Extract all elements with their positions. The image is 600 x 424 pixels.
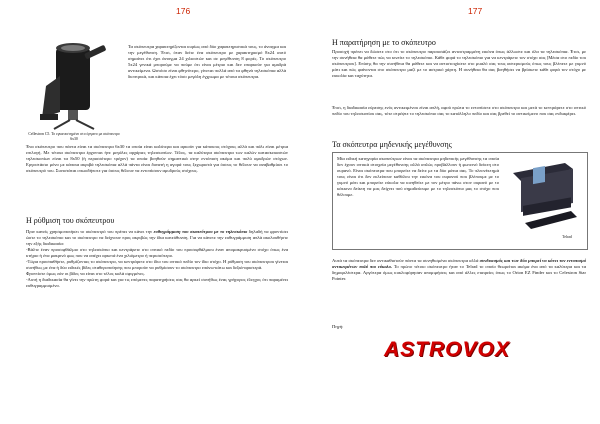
section-intro-rest: δηλαδή να φροντίσει ώστε το τηλεσκόπιο και το σκόπευτρο να δείχνουν προς ακριβώς την ίδια κατεύθυνση. Για να κάνετε την ευθυγράμμιση απλά ακολουθήστε την εξής διαδικασία: — [26, 229, 288, 247]
step-4: -Αυτή η διαδικασία θα γίνει την πρώτη φορά και για τις επόμενες παρατηρήσεις σας θα αρκεί συνήθως ένας γρήγορος έλεγχος ότι παραμένει ευθυγραμμισμένο. — [26, 277, 288, 289]
zero-magnification-heading: Τα σκόπευτρα μηδενικής μεγέθυνσης — [332, 140, 452, 149]
astrovox-logo: ASTROVOX — [384, 338, 510, 361]
page-number-left: 176 — [176, 6, 191, 16]
observation-paragraph: Προσοχή πρέπει να δώσετε στο ότι το σκόπευτρο παρουσιάζει αντεστραμμένη εικόνα όπως άλλωστε και όλα τα τηλεσκόπια. Έτσι, με την συνήθεια θα μάθετε πώς να κινείτε το τηλεσκόπιο. Κάθε φορά το τηλεσκόπιο για να κεντράρετε τον στόχο σας [Μέσα στο πεδίο του σκόπευτρου]. Επίσης θα την συνήθεια θα μάθετε και να αντιστοιχίσετε στο μυαλό σας τους αστερισμούς όπως τους βλέπετε με γυμνό μάτι και πώς φαίνονται στο σκόπευτρο μαζί με το αστρικό χάρτη. Η συνήθεια θα σας βοηθήσει να βρίσκετε κάθε φορά τον στόχο με ευκολία και ταχύτητα. — [332, 49, 586, 79]
procedure-paragraph: Έτσι, η διαδικασία εύρεσης ενός αντικειμένου είναι απλή, αφού πρώτα το εντοπίσετε στο σκόπευτρο και μετά το κεντράρετε στο οπτικό πεδίο του τηλεσκοπίου σας, τότε στρέψτε το τηλεσκόπιο σας το κατάλληλο πεδίο και σας βρεθεί το αντικείμενο που σας ενδιαφέρει. — [332, 105, 586, 117]
right-page — [300, 0, 600, 424]
intro-paragraph: Τα σκόπευτρα χαρακτηρίζονται κυρίως από δύο χαρακτηριστικά τους, το άνοιγμα και την μεγέθυνση. Έτσι, όταν δείτε ένα σκόπευτρο με χαρακτηρισμό 8x24 αυτό σημαίνει ότι έχει άνοιγμα 24 χιλιοστών και σε μεγέθυνση 8 φορές. Το σκόπευτρο 5x24 γενικά μπορούμε να πούμε ότι είναι μέτριο και δεν επαρκούν για αμυδρά αντικείμενα. Ωστόσο είναι φθηνότερο, γίνεται πολλά από τα φθηνά τηλεσκόπια αλλά διοπτρικά, και κάποια έχει τόσο μεγάλη έγχρωμα με τέτοια σκόπευτρα. — [128, 44, 286, 80]
combination-bold: συνδυασμός και των δύο μπορεί να κάνει τον εντοπισμό αντικειμένων πολύ πιο εύκολο. — [332, 258, 586, 270]
body-paragraph: Ένα σκόπευτρο που πάντα είναι τα σκόπευτρα 6x30 τα οποία είναι καλύτερα και αρκούν για κάποιους στόχους αλλά και πάλι είναι μέτρια επιλογή. Με τέτοια σκόπευτρα έρχονται ήνε μεγάλες αρχάριες τηλεσκοπίων. Τέλος, τα καλύτερα σκόπευτρα των καλών κατασκευαστών τηλεσκοπίων είναι τα 8x50 (ή περισσότερο τρέχον) τα οποία βοηθούν σημαντικά στην εντόπιση ακόμα και πολύ αμυδρών στόχων. Εργοστάσιο μόνο με κάποια ακριβά τηλεσκόπια αλλά πάντα είναι δυνατή η αγορά τους ξεχωριστά για όσους το θέλουν να αναβαθμίσει το σκόπευτρό του. Συνιστάται οπωσδήποτε για όσους θέλουν να εντοπίσουν αμυδρούς στόχους. — [26, 144, 288, 174]
combination-end: Το πρώτο τέτοιο σκόπευτρο ήταν το Telrad το οποίο θεωρείται ακόμα ένα από τα καλύτερα και τα δημοφιλέστερα. Αργότερα όμως κυκλοφόρησαν απομιμήσεις και από άλλες εταιρείες όπως το Orion EZ Finder και το Celestron Star Pointer. — [332, 264, 586, 282]
finder-box-text: Μία ειδική κατηγορία σκοπεύτρων είναι τα σκόπευτρα μηδενικής μεγέθυνσης τα οποία δεν έχουν οπτικά στοιχεία μεγέθυνσης αλλά απλώς προβάλλουν ή φωτεινό δείκτη στο ουρανό. Είναι σκόπευτρα που μπορείτε να δείτε με τα δύο μάτια σας. Το πλεονέκτημά τους είναι ότι δεν εκλείπουν καθόλου την εικόνα του ουρανού που βλέπουμε με το γυμνό μάτι και μπορείτε εύκολα να κινηθείτε με τον μέτρο πάνω στον ουρανό με το κόκκινο δείκτη να μας δείχνει πού σημαδεύουμε με το τηλεσκόπιο μας το στόχο που θέλουμε. — [337, 156, 499, 198]
page-number-right: 177 — [468, 6, 483, 16]
observation-heading: Η παρατήρηση με το σκόπευτρο — [332, 38, 436, 47]
image-caption: Cellestron C5. Το εγκατεστημένο στο όργανο με σκόπευτρο 6x30 — [28, 132, 120, 141]
section-text — [26, 229, 288, 289]
combination-paragraph — [332, 258, 586, 282]
section-intro-bold: ευθυγράμμιση του σκοπεύτρου με το τηλεσκόπιο — [153, 229, 248, 234]
combination-text — [332, 258, 586, 282]
section-intro — [26, 229, 288, 247]
finder-box — [332, 152, 588, 250]
telescope-image — [30, 38, 116, 130]
step-3: Φροντίστε όμως εάν οι βίδες να είναι στο τέλος καλά σφιγμένες. — [26, 271, 146, 277]
telrad-image — [505, 159, 581, 233]
step-2: -Τώρα προσπαθήστε, ρυθμίζοντας το σκόπευτρο, να κεντράρετε στο ίδιο του οπτικό πεδίο τον ίδιο στόχο. Η ρύθμιση του σκόπευτρου γίνεται συνήθως με ένα ή δύο ειδικές βίδες σταθεροποίησης που μπορούν να ρυθμίσουν το σκόπευτρο επάνω-κάτω και δεξιά-αριστερά. — [26, 259, 288, 271]
telrad-label: Telrad — [562, 235, 572, 239]
source-label: Πηγή: — [332, 324, 344, 329]
step-1: -Βάλτε έναν προσοφθάλμιο στο τηλεσκόπιο και κεντράρετε στο οπτικό πεδίο του προσοφθάλμιου έναν απομακρυσμένο στόχο όπως ένα κτήριο ή ένα μακρινό φως που να απέχει αρκετά ένα χιλιόμετρο ή περισσότερο. — [26, 247, 288, 259]
section-intro-start: Πριν κανείς χρησιμοποιήσει το σκόπευτρό του πρέπει να κάνει την — [26, 229, 154, 234]
combination-start: Αυτά τα σκόπευτρα δεν αντικαθιστούν πάντα τα συνηθισμένα σκόπευτρα αλλά — [332, 258, 480, 263]
section-heading: Η ρύθμιση του σκόπευτρου — [26, 216, 115, 225]
